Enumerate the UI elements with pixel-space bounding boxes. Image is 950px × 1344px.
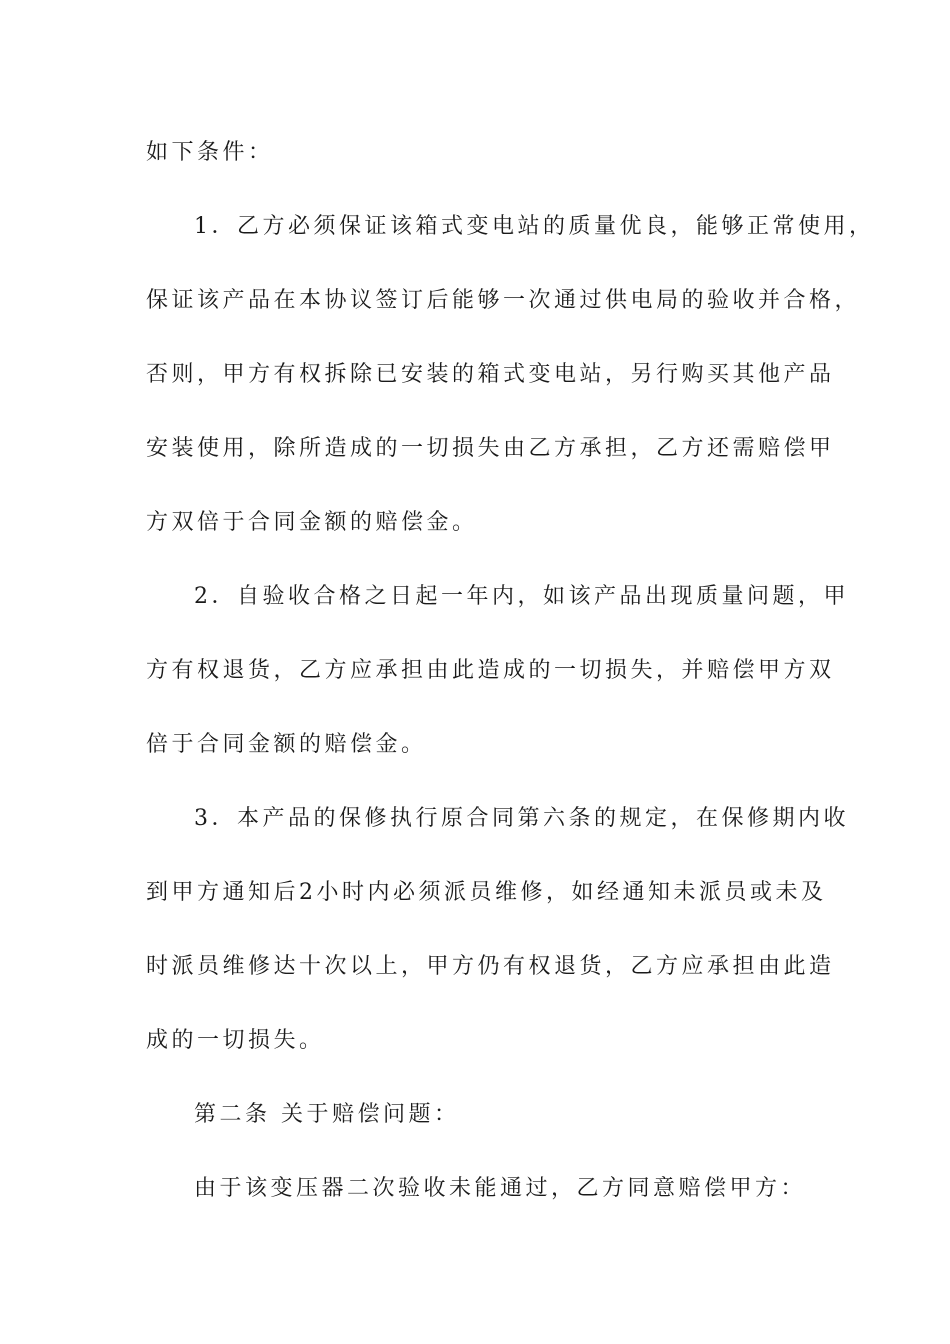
- clause-1-line-3: 否则，甲方有权拆除已安装的箱式变电站，另行购买其他产品: [146, 362, 835, 387]
- article-2-heading: 第二条 关于赔偿问题：: [194, 1102, 460, 1127]
- clause-2-line-3: 倍于合同金额的赔偿金。: [146, 732, 427, 757]
- clause-3-line-2: 到甲方通知后2小时内必须派员维修，如经通知未派员或未及: [146, 880, 827, 905]
- clause-2-line-2: 方有权退货，乙方应承担由此造成的一切损失，并赔偿甲方双: [146, 658, 835, 683]
- clause-2-line-1: 2．自验收合格之日起一年内，如该产品出现质量问题，甲: [194, 584, 849, 609]
- clause-1-line-2: 保证该产品在本协议签订后能够一次通过供电局的验收并合格，: [146, 288, 861, 313]
- article-2-body-line-1: 由于该变压器二次验收未能通过，乙方同意赔偿甲方：: [194, 1176, 807, 1201]
- clause-3-line-1: 3．本产品的保修执行原合同第六条的规定，在保修期内收: [194, 806, 849, 831]
- clause-3-line-4: 成的一切损失。: [146, 1028, 325, 1053]
- clause-1-line-4: 安装使用，除所造成的一切损失由乙方承担，乙方还需赔偿甲: [146, 436, 835, 461]
- clause-3-line-3: 时派员维修达十次以上，甲方仍有权退货，乙方应承担由此造: [146, 954, 835, 979]
- clause-1-line-5: 方双倍于合同金额的赔偿金。: [146, 510, 478, 535]
- text-line-1: 如下条件：: [146, 140, 274, 165]
- clause-1-line-1: 1．乙方必须保证该箱式变电站的质量优良，能够正常使用，: [194, 214, 875, 239]
